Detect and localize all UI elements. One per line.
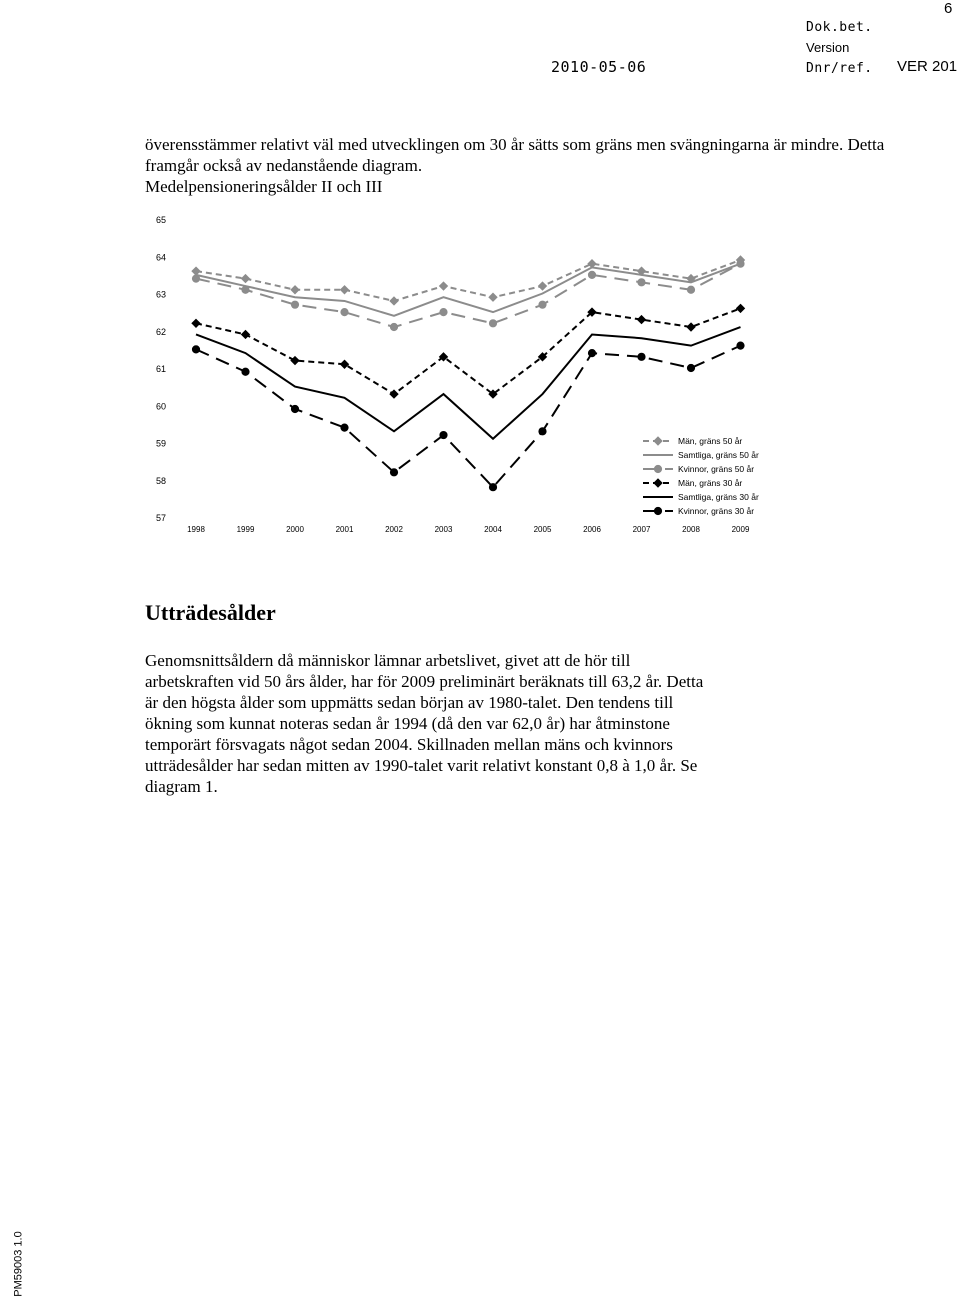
series-3	[192, 260, 744, 331]
y-tick-label: 64	[155, 252, 166, 263]
x-tick-label: 2003	[434, 525, 453, 534]
x-tick-label: 1999	[236, 525, 255, 534]
series-4	[192, 304, 745, 398]
data-point	[341, 309, 348, 316]
y-tick-label: 65	[155, 215, 166, 225]
data-point	[638, 279, 645, 286]
body-line: Genomsnittsåldern då människor lämnar arbetslivet, givet att de hör till	[145, 651, 631, 670]
intro-paragraph: överensstämmer relativt väl med utvecklingen om 30 år sätts som gräns men svängningarna är mindre. Detta framgår också av nedanstående diagram.	[145, 135, 885, 175]
y-tick-label: 62	[155, 326, 166, 337]
data-point	[638, 353, 645, 360]
body-line: diagram 1.	[145, 777, 218, 796]
data-point	[440, 282, 448, 290]
legend-marker	[654, 507, 661, 514]
series-line	[196, 260, 741, 301]
data-point	[390, 323, 397, 330]
chart-title: Medelpensioneringsålder II och III	[145, 177, 383, 196]
data-point	[687, 286, 694, 293]
data-point	[291, 357, 299, 365]
data-point	[192, 267, 200, 275]
data-point	[192, 319, 200, 327]
x-tick-label: 2005	[533, 525, 552, 534]
body-line: ökning som kunnat noteras sedan år 1994 (då den var 62,0 år) har åtminstone	[145, 714, 670, 733]
data-point	[390, 469, 397, 476]
body-paragraph	[145, 650, 925, 797]
data-point	[489, 293, 497, 301]
data-point	[638, 316, 646, 324]
data-point	[440, 431, 447, 438]
legend-label: Män, gräns 50 år	[678, 436, 743, 446]
x-tick-label: 2009	[731, 525, 750, 534]
legend-marker	[654, 465, 661, 472]
data-point	[390, 297, 398, 305]
y-tick-label: 63	[155, 289, 166, 300]
body-line: temporärt försvagats något sedan 2004. Skillnaden mellan mäns och kvinnors	[145, 735, 673, 754]
body-line: utträdesålder har sedan mitten av 1990-talet varit relativt konstant 0,8 à 1,0 år. Se	[145, 756, 698, 775]
dok-bet-label: Dok.bet.	[806, 20, 873, 35]
x-tick-label: 2007	[632, 525, 651, 534]
x-tick-label: 2004	[484, 525, 502, 534]
y-tick-label: 59	[155, 438, 166, 449]
series-line	[196, 327, 741, 439]
y-tick-label: 61	[155, 364, 166, 374]
data-point	[291, 286, 299, 294]
version-value: VER 201	[897, 58, 958, 75]
series-line	[196, 308, 741, 394]
x-tick-label: 2006	[583, 525, 601, 534]
body-line: arbetskraften vid 50 års ålder, har för 2009 preliminärt beräknats till 63,2 år. Detta	[145, 672, 704, 691]
data-point	[440, 309, 447, 316]
line-chart	[140, 205, 780, 550]
series-1	[192, 256, 745, 305]
series-line	[196, 264, 741, 327]
section-heading: Utträdesålder	[145, 600, 276, 625]
x-tick-label: 1998	[187, 525, 205, 534]
data-point	[737, 342, 744, 349]
data-point	[539, 301, 546, 308]
data-point	[291, 301, 298, 308]
chart-legend	[643, 436, 759, 516]
dnr-ref-label: Dnr/ref.	[806, 61, 873, 76]
data-point	[192, 275, 199, 282]
data-point	[242, 330, 250, 338]
data-point	[588, 350, 595, 357]
series-line	[196, 264, 741, 316]
legend-label: Kvinnor, gräns 50 år	[678, 464, 755, 474]
data-point	[341, 424, 348, 431]
y-tick-label: 57	[155, 513, 166, 523]
body-line: är den högsta ålder som uppmätts sedan början av 1980-talet. Den tendens till	[145, 693, 674, 712]
data-point	[539, 428, 546, 435]
x-tick-label: 2000	[286, 525, 304, 534]
legend-marker	[654, 479, 662, 487]
data-point	[737, 260, 744, 267]
footer-code: PM59003 1.0	[12, 1231, 25, 1297]
legend-label: Samtliga, gräns 30 år	[678, 492, 759, 502]
series-5	[196, 327, 741, 439]
data-point	[291, 405, 298, 412]
data-point	[341, 286, 349, 294]
data-point	[737, 304, 745, 312]
document-date: 2010-05-06	[551, 58, 647, 76]
data-point	[687, 364, 694, 371]
legend-label: Samtliga, gräns 50 år	[678, 450, 759, 460]
y-tick-label: 58	[155, 475, 166, 486]
legend-label: Kvinnor, gräns 30 år	[678, 506, 755, 516]
x-tick-label: 2001	[335, 525, 354, 534]
data-point	[242, 286, 249, 293]
data-point	[539, 282, 547, 290]
data-point	[687, 323, 695, 331]
data-point	[489, 484, 496, 491]
data-point	[489, 320, 496, 327]
data-point	[242, 368, 249, 375]
plot-area	[173, 219, 765, 517]
version-label: Version	[806, 40, 850, 55]
legend-label: Män, gräns 30 år	[678, 478, 743, 488]
data-point	[192, 346, 199, 353]
series-2	[196, 264, 741, 316]
page-number: 6	[944, 0, 953, 17]
y-tick-label: 60	[155, 401, 166, 412]
data-point	[242, 275, 250, 283]
legend-marker	[654, 437, 662, 445]
x-tick-label: 2008	[682, 525, 700, 534]
data-point	[588, 271, 595, 278]
x-tick-label: 2002	[385, 525, 403, 534]
